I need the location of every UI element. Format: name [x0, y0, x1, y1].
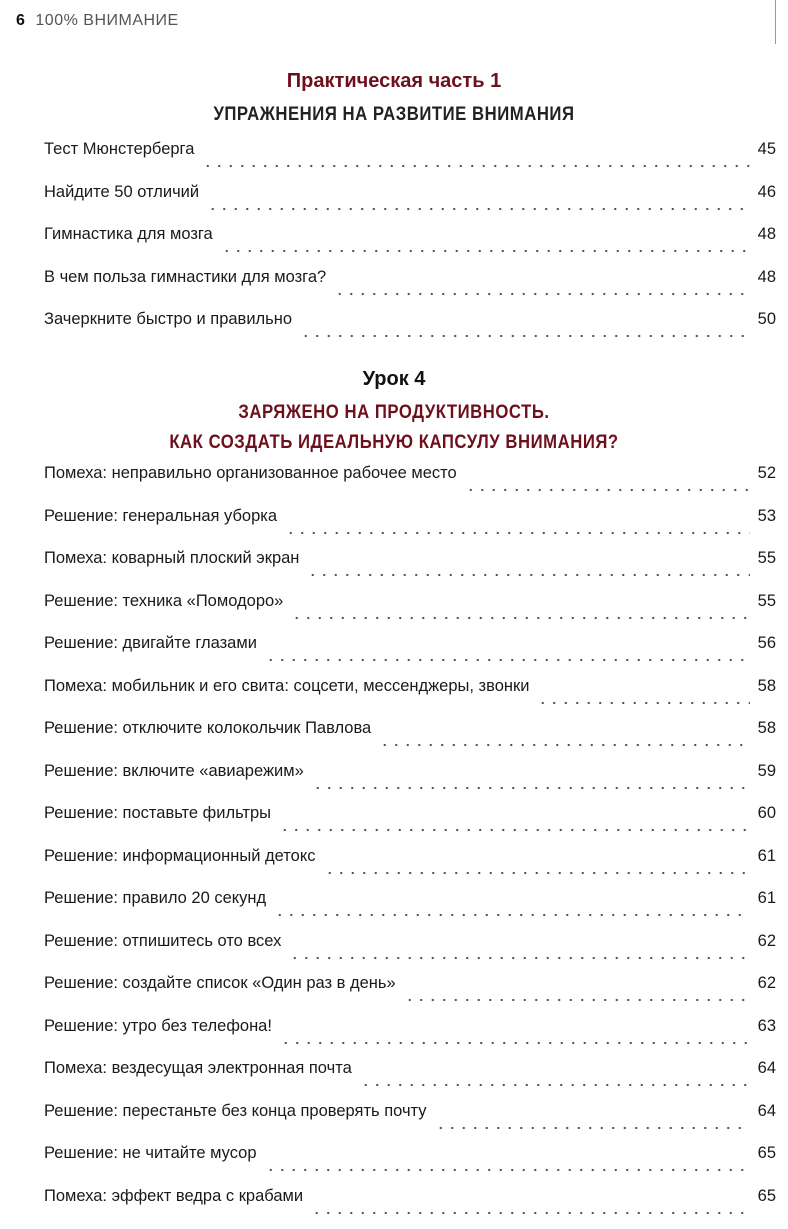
toc-entry[interactable]: [44, 1059, 776, 1102]
toc-entry-label: Решение: информационный детокс: [44, 847, 316, 866]
toc-entry[interactable]: [44, 1187, 776, 1229]
toc-entry-page: 63: [756, 1017, 776, 1036]
toc-entry[interactable]: [44, 549, 776, 592]
dot-leader: [265, 1168, 750, 1172]
toc-entry-label: Гимнастика для мозга: [44, 225, 213, 244]
toc-entry-page: 62: [756, 932, 776, 951]
toc-entry[interactable]: [44, 677, 776, 720]
toc-entry[interactable]: [44, 1144, 776, 1187]
toc-entry-label: Найдите 50 отличий: [44, 183, 199, 202]
dot-leader: [274, 913, 750, 917]
toc-entry-page: 60: [756, 804, 776, 823]
page-number: 6: [16, 12, 25, 29]
dot-leader: [289, 956, 750, 960]
dot-leader: [537, 701, 750, 705]
toc-entry-label: Решение: перестаньте без конца проверять почту: [44, 1102, 427, 1121]
toc-entry-label: Решение: двигайте глазами: [44, 634, 257, 653]
lesson-title-line1: ЗАРЯЖЕНО НА ПРОДУКТИВНОСТЬ.: [47, 398, 740, 428]
dot-leader: [285, 531, 750, 535]
toc-entry-label: Решение: правило 20 секунд: [44, 889, 266, 908]
part-subtitle: Практическая часть 1: [0, 70, 788, 93]
dot-leader: [379, 743, 750, 747]
dot-leader: [334, 292, 750, 296]
toc-entry-page: 55: [756, 592, 776, 611]
toc-entry-page: 50: [756, 310, 776, 329]
dot-leader: [221, 249, 750, 253]
toc-entry-page: 55: [756, 549, 776, 568]
book-title: 100% ВНИМАНИЕ: [35, 12, 178, 29]
toc-entry-label: Решение: не читайте мусор: [44, 1144, 257, 1163]
toc-entry-label: Решение: отпишитесь ото всех: [44, 932, 281, 951]
running-head: [16, 12, 179, 30]
toc-entry-page: 64: [756, 1059, 776, 1078]
dot-leader: [279, 828, 750, 832]
toc-entry-page: 46: [756, 183, 776, 202]
dot-leader: [465, 488, 750, 492]
dot-leader: [312, 786, 750, 790]
toc-entry-page: 58: [756, 677, 776, 696]
toc-entry-label: В чем польза гимнастики для мозга?: [44, 268, 326, 287]
toc-entry-label: Решение: создайте список «Один раз в день»: [44, 974, 396, 993]
toc-entry[interactable]: [44, 634, 776, 677]
toc-entry[interactable]: [44, 268, 776, 311]
toc-entry-label: Решение: отключите колокольчик Павлова: [44, 719, 371, 738]
toc-entry[interactable]: [44, 762, 776, 805]
toc-entry-label: Тест Мюнстерберга: [44, 140, 194, 159]
toc-entry[interactable]: [44, 140, 776, 183]
dot-leader: [324, 871, 750, 875]
dot-leader: [291, 616, 750, 620]
toc-entry-page: 58: [756, 719, 776, 738]
toc-entry-label: Помеха: эффект ведра с крабами: [44, 1187, 303, 1206]
toc-entry-page: 45: [756, 140, 776, 159]
toc-entry[interactable]: [44, 183, 776, 226]
dot-leader: [202, 164, 750, 168]
toc-entry-page: 48: [756, 268, 776, 287]
dot-leader: [360, 1083, 750, 1087]
toc-entry[interactable]: [44, 974, 776, 1017]
dot-leader: [307, 573, 750, 577]
toc-entry[interactable]: [44, 804, 776, 847]
toc-list-part1: [44, 140, 776, 353]
toc-entry-page: 62: [756, 974, 776, 993]
lesson-title-line2: КАК СОЗДАТЬ ИДЕАЛЬНУЮ КАПСУЛУ ВНИМАНИЯ?: [47, 428, 740, 458]
toc-entry[interactable]: [44, 719, 776, 762]
toc-entry-label: Помеха: вездесущая электронная почта: [44, 1059, 352, 1078]
toc-entry-label: Помеха: мобильник и его свита: соцсети, мессенджеры, звонки: [44, 677, 529, 696]
part-title: УПРАЖНЕНИЯ НА РАЗВИТИЕ ВНИМАНИЯ: [47, 104, 740, 126]
toc-entry-page: 48: [756, 225, 776, 244]
dot-leader: [311, 1211, 750, 1215]
toc-entry-page: 59: [756, 762, 776, 781]
toc-entry[interactable]: [44, 310, 776, 353]
toc-entry[interactable]: [44, 1017, 776, 1060]
toc-entry-label: Решение: генеральная уборка: [44, 507, 277, 526]
toc-entry[interactable]: [44, 1102, 776, 1145]
toc-entry-page: 65: [756, 1144, 776, 1163]
toc-entry-page: 53: [756, 507, 776, 526]
toc-entry-page: 61: [756, 847, 776, 866]
dot-leader: [435, 1126, 750, 1130]
toc-entry[interactable]: [44, 889, 776, 932]
dot-leader: [207, 207, 750, 211]
toc-entry-page: 56: [756, 634, 776, 653]
toc-entry[interactable]: [44, 225, 776, 268]
toc-entry-label: Решение: утро без телефона!: [44, 1017, 272, 1036]
toc-entry-label: Помеха: коварный плоский экран: [44, 549, 299, 568]
toc-entry[interactable]: [44, 847, 776, 890]
toc-entry[interactable]: [44, 507, 776, 550]
toc-entry[interactable]: [44, 932, 776, 975]
dot-leader: [300, 334, 750, 338]
dot-leader: [265, 658, 750, 662]
toc-entry-page: 52: [756, 464, 776, 483]
toc-entry-page: 61: [756, 889, 776, 908]
dot-leader: [404, 998, 750, 1002]
lesson-label: Урок 4: [0, 368, 788, 391]
toc-entry-page: 65: [756, 1187, 776, 1206]
toc-entry-page: 64: [756, 1102, 776, 1121]
toc-list-lesson4: [44, 464, 776, 1229]
dot-leader: [280, 1041, 750, 1045]
toc-entry-label: Решение: техника «Помодоро»: [44, 592, 283, 611]
toc-entry[interactable]: [44, 464, 776, 507]
toc-entry-label: Зачеркните быстро и правильно: [44, 310, 292, 329]
vertical-rule: [775, 0, 776, 44]
toc-entry-label: Помеха: неправильно организованное рабочее место: [44, 464, 457, 483]
toc-entry-label: Решение: включите «авиарежим»: [44, 762, 304, 781]
toc-entry[interactable]: [44, 592, 776, 635]
toc-entry-label: Решение: поставьте фильтры: [44, 804, 271, 823]
